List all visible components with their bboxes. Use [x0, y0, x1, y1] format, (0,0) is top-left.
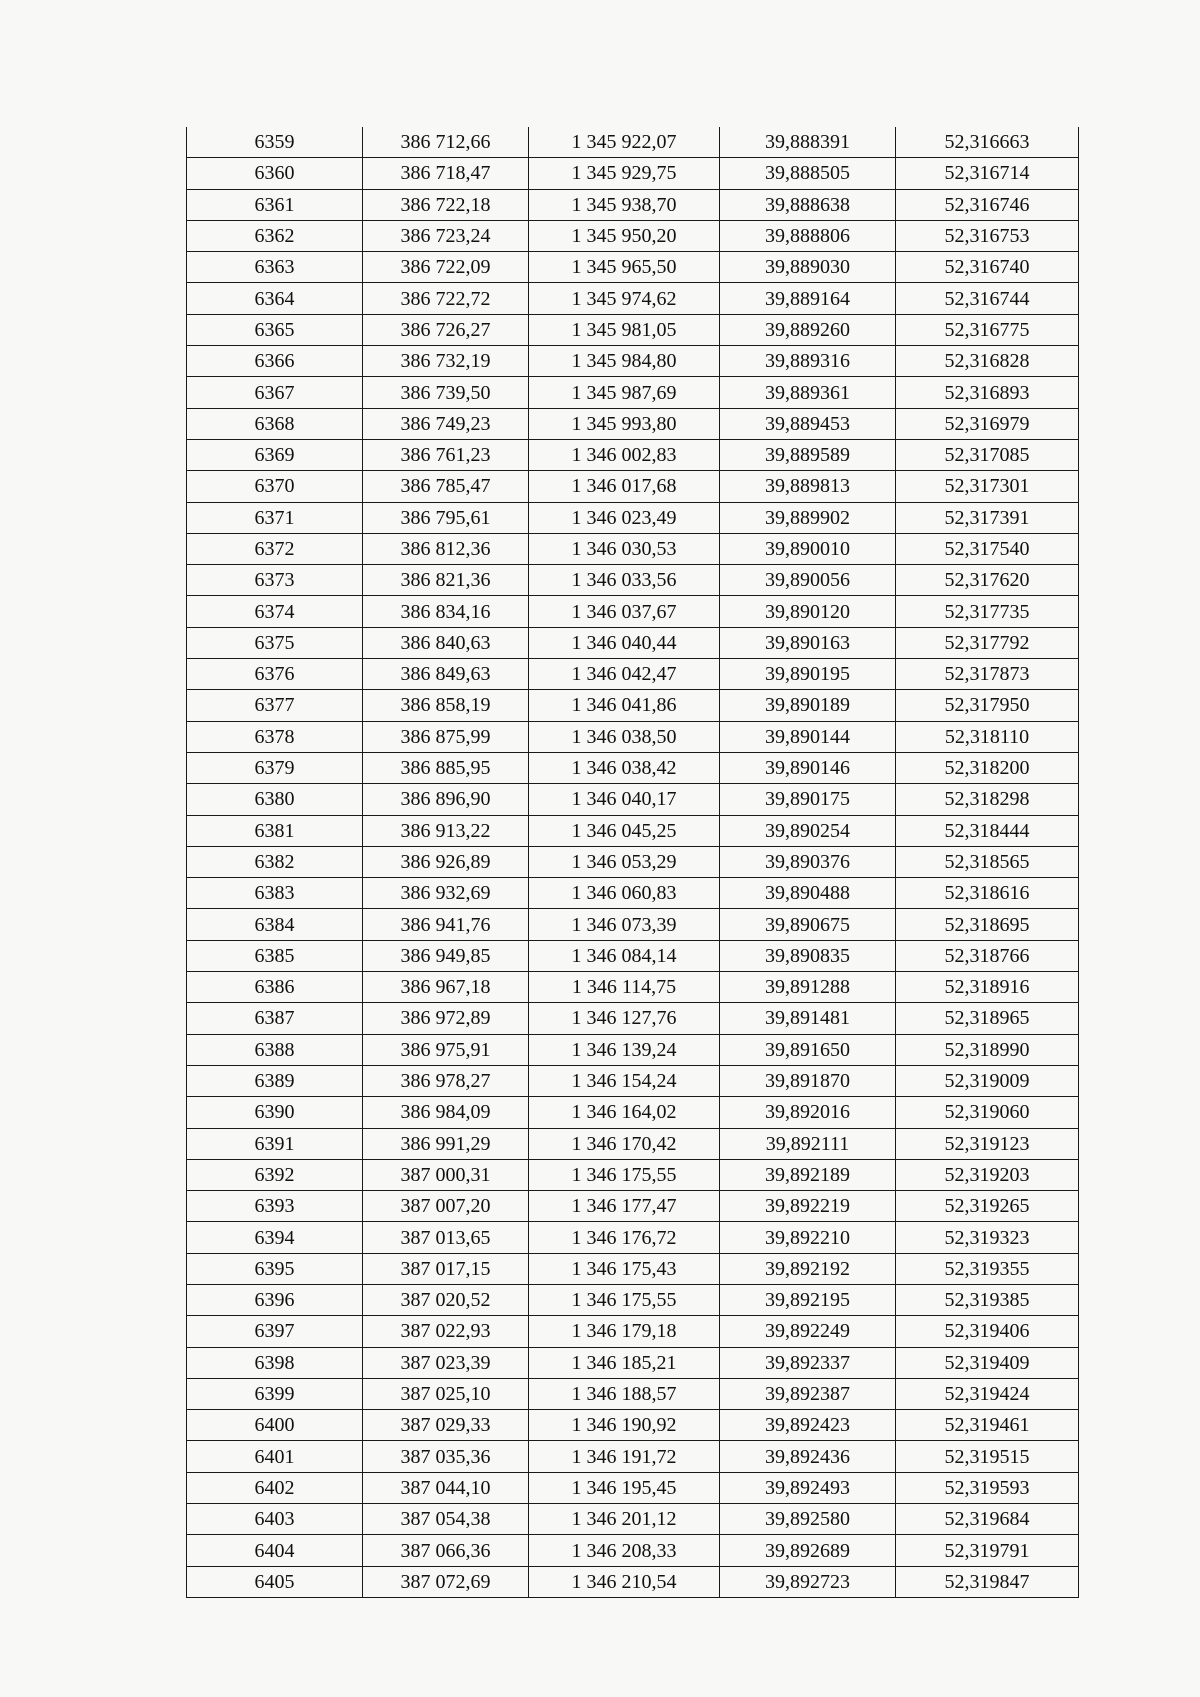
latitude-cell: 52,317085 [896, 439, 1079, 470]
table-row [187, 189, 1079, 220]
latitude-cell: 52,318565 [896, 846, 1079, 877]
point-number-cell: 6386 [187, 972, 363, 1003]
latitude-cell: 52,316753 [896, 220, 1079, 251]
latitude-cell: 52,319791 [896, 1535, 1079, 1566]
latitude-cell: 52,319203 [896, 1159, 1079, 1190]
y-coordinate-cell: 1 346 041,86 [529, 690, 720, 721]
x-coordinate-cell: 387 066,36 [363, 1535, 529, 1566]
coordinates-table [186, 127, 1079, 1598]
table-row [187, 1034, 1079, 1065]
latitude-cell: 52,316740 [896, 252, 1079, 283]
point-number-cell: 6384 [187, 909, 363, 940]
y-coordinate-cell: 1 346 017,68 [529, 471, 720, 502]
y-coordinate-cell: 1 346 175,43 [529, 1253, 720, 1284]
x-coordinate-cell: 386 749,23 [363, 408, 529, 439]
x-coordinate-cell: 387 013,65 [363, 1222, 529, 1253]
longitude-cell: 39,890195 [720, 659, 896, 690]
table-row [187, 1535, 1079, 1566]
longitude-cell: 39,889260 [720, 314, 896, 345]
longitude-cell: 39,891650 [720, 1034, 896, 1065]
longitude-cell: 39,890675 [720, 909, 896, 940]
x-coordinate-cell: 386 896,90 [363, 784, 529, 815]
longitude-cell: 39,890144 [720, 721, 896, 752]
latitude-cell: 52,317391 [896, 502, 1079, 533]
latitude-cell: 52,319385 [896, 1284, 1079, 1315]
latitude-cell: 52,319409 [896, 1347, 1079, 1378]
longitude-cell: 39,888806 [720, 220, 896, 251]
x-coordinate-cell: 386 722,18 [363, 189, 529, 220]
longitude-cell: 39,892689 [720, 1535, 896, 1566]
longitude-cell: 39,890488 [720, 878, 896, 909]
y-coordinate-cell: 1 345 938,70 [529, 189, 720, 220]
point-number-cell: 6381 [187, 815, 363, 846]
table-row [187, 283, 1079, 314]
y-coordinate-cell: 1 345 981,05 [529, 314, 720, 345]
table-row [187, 533, 1079, 564]
point-number-cell: 6399 [187, 1378, 363, 1409]
longitude-cell: 39,892723 [720, 1566, 896, 1597]
y-coordinate-cell: 1 345 984,80 [529, 346, 720, 377]
table-row [187, 158, 1079, 189]
longitude-cell: 39,889589 [720, 439, 896, 470]
table-row [187, 815, 1079, 846]
point-number-cell: 6374 [187, 596, 363, 627]
y-coordinate-cell: 1 346 040,17 [529, 784, 720, 815]
point-number-cell: 6394 [187, 1222, 363, 1253]
y-coordinate-cell: 1 345 950,20 [529, 220, 720, 251]
latitude-cell: 52,317792 [896, 627, 1079, 658]
x-coordinate-cell: 386 932,69 [363, 878, 529, 909]
table-row [187, 596, 1079, 627]
point-number-cell: 6403 [187, 1504, 363, 1535]
table-row [187, 752, 1079, 783]
x-coordinate-cell: 386 885,95 [363, 752, 529, 783]
latitude-cell: 52,318444 [896, 815, 1079, 846]
x-coordinate-cell: 386 834,16 [363, 596, 529, 627]
table-row [187, 1222, 1079, 1253]
point-number-cell: 6401 [187, 1441, 363, 1472]
table-row [187, 1191, 1079, 1222]
latitude-cell: 52,319323 [896, 1222, 1079, 1253]
x-coordinate-cell: 386 761,23 [363, 439, 529, 470]
table-row [187, 502, 1079, 533]
longitude-cell: 39,889316 [720, 346, 896, 377]
point-number-cell: 6395 [187, 1253, 363, 1284]
longitude-cell: 39,889902 [720, 502, 896, 533]
latitude-cell: 52,316746 [896, 189, 1079, 220]
point-number-cell: 6382 [187, 846, 363, 877]
y-coordinate-cell: 1 346 038,42 [529, 752, 720, 783]
point-number-cell: 6364 [187, 283, 363, 314]
latitude-cell: 52,319355 [896, 1253, 1079, 1284]
longitude-cell: 39,890163 [720, 627, 896, 658]
latitude-cell: 52,318110 [896, 721, 1079, 752]
point-number-cell: 6378 [187, 721, 363, 752]
x-coordinate-cell: 386 978,27 [363, 1065, 529, 1096]
x-coordinate-cell: 386 949,85 [363, 940, 529, 971]
point-number-cell: 6387 [187, 1003, 363, 1034]
table-row [187, 846, 1079, 877]
x-coordinate-cell: 387 054,38 [363, 1504, 529, 1535]
y-coordinate-cell: 1 346 170,42 [529, 1128, 720, 1159]
x-coordinate-cell: 386 926,89 [363, 846, 529, 877]
point-number-cell: 6375 [187, 627, 363, 658]
y-coordinate-cell: 1 346 176,72 [529, 1222, 720, 1253]
longitude-cell: 39,890120 [720, 596, 896, 627]
point-number-cell: 6404 [187, 1535, 363, 1566]
point-number-cell: 6370 [187, 471, 363, 502]
y-coordinate-cell: 1 346 179,18 [529, 1316, 720, 1347]
y-coordinate-cell: 1 346 175,55 [529, 1159, 720, 1190]
latitude-cell: 52,317950 [896, 690, 1079, 721]
y-coordinate-cell: 1 346 114,75 [529, 972, 720, 1003]
longitude-cell: 39,890376 [720, 846, 896, 877]
point-number-cell: 6366 [187, 346, 363, 377]
longitude-cell: 39,890254 [720, 815, 896, 846]
y-coordinate-cell: 1 345 922,07 [529, 127, 720, 158]
x-coordinate-cell: 386 967,18 [363, 972, 529, 1003]
point-number-cell: 6365 [187, 314, 363, 345]
point-number-cell: 6368 [187, 408, 363, 439]
y-coordinate-cell: 1 346 210,54 [529, 1566, 720, 1597]
latitude-cell: 52,316663 [896, 127, 1079, 158]
table-row [187, 252, 1079, 283]
latitude-cell: 52,318298 [896, 784, 1079, 815]
latitude-cell: 52,319424 [896, 1378, 1079, 1409]
y-coordinate-cell: 1 346 053,29 [529, 846, 720, 877]
table-row [187, 127, 1079, 158]
point-number-cell: 6360 [187, 158, 363, 189]
y-coordinate-cell: 1 346 208,33 [529, 1535, 720, 1566]
point-number-cell: 6397 [187, 1316, 363, 1347]
latitude-cell: 52,318990 [896, 1034, 1079, 1065]
x-coordinate-cell: 386 991,29 [363, 1128, 529, 1159]
latitude-cell: 52,317540 [896, 533, 1079, 564]
x-coordinate-cell: 386 722,09 [363, 252, 529, 283]
y-coordinate-cell: 1 346 191,72 [529, 1441, 720, 1472]
point-number-cell: 6396 [187, 1284, 363, 1315]
table-row [187, 909, 1079, 940]
table-row [187, 627, 1079, 658]
x-coordinate-cell: 387 017,15 [363, 1253, 529, 1284]
table-row [187, 314, 1079, 345]
y-coordinate-cell: 1 345 929,75 [529, 158, 720, 189]
y-coordinate-cell: 1 346 023,49 [529, 502, 720, 533]
latitude-cell: 52,316744 [896, 283, 1079, 314]
longitude-cell: 39,892436 [720, 1441, 896, 1472]
x-coordinate-cell: 386 785,47 [363, 471, 529, 502]
latitude-cell: 52,319684 [896, 1504, 1079, 1535]
point-number-cell: 6373 [187, 565, 363, 596]
point-number-cell: 6390 [187, 1097, 363, 1128]
table-row [187, 784, 1079, 815]
table-row [187, 940, 1079, 971]
x-coordinate-cell: 386 722,72 [363, 283, 529, 314]
latitude-cell: 52,318766 [896, 940, 1079, 971]
table-row [187, 1441, 1079, 1472]
table-row [187, 690, 1079, 721]
table-row [187, 1347, 1079, 1378]
x-coordinate-cell: 387 020,52 [363, 1284, 529, 1315]
longitude-cell: 39,892016 [720, 1097, 896, 1128]
latitude-cell: 52,318965 [896, 1003, 1079, 1034]
x-coordinate-cell: 386 739,50 [363, 377, 529, 408]
table-row [187, 408, 1079, 439]
x-coordinate-cell: 387 072,69 [363, 1566, 529, 1597]
latitude-cell: 52,316828 [896, 346, 1079, 377]
point-number-cell: 6388 [187, 1034, 363, 1065]
point-number-cell: 6379 [187, 752, 363, 783]
longitude-cell: 39,889164 [720, 283, 896, 314]
table-row [187, 1410, 1079, 1441]
y-coordinate-cell: 1 345 993,80 [529, 408, 720, 439]
y-coordinate-cell: 1 346 195,45 [529, 1472, 720, 1503]
latitude-cell: 52,317620 [896, 565, 1079, 596]
longitude-cell: 39,892249 [720, 1316, 896, 1347]
x-coordinate-cell: 386 913,22 [363, 815, 529, 846]
table-row [187, 471, 1079, 502]
point-number-cell: 6398 [187, 1347, 363, 1378]
x-coordinate-cell: 386 849,63 [363, 659, 529, 690]
longitude-cell: 39,889030 [720, 252, 896, 283]
longitude-cell: 39,891870 [720, 1065, 896, 1096]
y-coordinate-cell: 1 346 177,47 [529, 1191, 720, 1222]
table-row [187, 1159, 1079, 1190]
latitude-cell: 52,318616 [896, 878, 1079, 909]
longitude-cell: 39,890189 [720, 690, 896, 721]
point-number-cell: 6359 [187, 127, 363, 158]
longitude-cell: 39,890175 [720, 784, 896, 815]
longitude-cell: 39,888638 [720, 189, 896, 220]
x-coordinate-cell: 386 726,27 [363, 314, 529, 345]
table-row [187, 1378, 1079, 1409]
latitude-cell: 52,318916 [896, 972, 1079, 1003]
latitude-cell: 52,319123 [896, 1128, 1079, 1159]
y-coordinate-cell: 1 346 188,57 [529, 1378, 720, 1409]
longitude-cell: 39,890056 [720, 565, 896, 596]
latitude-cell: 52,316775 [896, 314, 1079, 345]
latitude-cell: 52,319060 [896, 1097, 1079, 1128]
longitude-cell: 39,889453 [720, 408, 896, 439]
point-number-cell: 6393 [187, 1191, 363, 1222]
point-number-cell: 6392 [187, 1159, 363, 1190]
longitude-cell: 39,892493 [720, 1472, 896, 1503]
table-row [187, 1472, 1079, 1503]
y-coordinate-cell: 1 345 987,69 [529, 377, 720, 408]
latitude-cell: 52,316714 [896, 158, 1079, 189]
latitude-cell: 52,319406 [896, 1316, 1079, 1347]
y-coordinate-cell: 1 346 037,67 [529, 596, 720, 627]
latitude-cell: 52,317301 [896, 471, 1079, 502]
table-row [187, 1284, 1079, 1315]
point-number-cell: 6402 [187, 1472, 363, 1503]
x-coordinate-cell: 387 025,10 [363, 1378, 529, 1409]
y-coordinate-cell: 1 346 201,12 [529, 1504, 720, 1535]
table-row [187, 1065, 1079, 1096]
point-number-cell: 6400 [187, 1410, 363, 1441]
point-number-cell: 6369 [187, 439, 363, 470]
point-number-cell: 6389 [187, 1065, 363, 1096]
y-coordinate-cell: 1 346 040,44 [529, 627, 720, 658]
point-number-cell: 6371 [187, 502, 363, 533]
x-coordinate-cell: 386 718,47 [363, 158, 529, 189]
table-row [187, 346, 1079, 377]
coordinates-table-body [187, 127, 1079, 1597]
x-coordinate-cell: 386 984,09 [363, 1097, 529, 1128]
longitude-cell: 39,892387 [720, 1378, 896, 1409]
y-coordinate-cell: 1 346 139,24 [529, 1034, 720, 1065]
table-row [187, 1128, 1079, 1159]
x-coordinate-cell: 387 035,36 [363, 1441, 529, 1472]
point-number-cell: 6363 [187, 252, 363, 283]
point-number-cell: 6391 [187, 1128, 363, 1159]
x-coordinate-cell: 386 712,66 [363, 127, 529, 158]
longitude-cell: 39,891481 [720, 1003, 896, 1034]
table-row [187, 878, 1079, 909]
table-row [187, 377, 1079, 408]
y-coordinate-cell: 1 346 175,55 [529, 1284, 720, 1315]
x-coordinate-cell: 387 029,33 [363, 1410, 529, 1441]
longitude-cell: 39,892192 [720, 1253, 896, 1284]
longitude-cell: 39,891288 [720, 972, 896, 1003]
table-row [187, 1003, 1079, 1034]
y-coordinate-cell: 1 345 974,62 [529, 283, 720, 314]
y-coordinate-cell: 1 346 185,21 [529, 1347, 720, 1378]
table-row [187, 1097, 1079, 1128]
x-coordinate-cell: 386 812,36 [363, 533, 529, 564]
point-number-cell: 6380 [187, 784, 363, 815]
point-number-cell: 6372 [187, 533, 363, 564]
longitude-cell: 39,890146 [720, 752, 896, 783]
y-coordinate-cell: 1 346 190,92 [529, 1410, 720, 1441]
x-coordinate-cell: 387 007,20 [363, 1191, 529, 1222]
y-coordinate-cell: 1 346 073,39 [529, 909, 720, 940]
point-number-cell: 6367 [187, 377, 363, 408]
point-number-cell: 6376 [187, 659, 363, 690]
longitude-cell: 39,892195 [720, 1284, 896, 1315]
table-row [187, 659, 1079, 690]
table-row [187, 721, 1079, 752]
x-coordinate-cell: 386 821,36 [363, 565, 529, 596]
latitude-cell: 52,317873 [896, 659, 1079, 690]
longitude-cell: 39,889813 [720, 471, 896, 502]
longitude-cell: 39,892210 [720, 1222, 896, 1253]
longitude-cell: 39,892219 [720, 1191, 896, 1222]
x-coordinate-cell: 386 840,63 [363, 627, 529, 658]
point-number-cell: 6385 [187, 940, 363, 971]
x-coordinate-cell: 386 723,24 [363, 220, 529, 251]
latitude-cell: 52,319593 [896, 1472, 1079, 1503]
y-coordinate-cell: 1 346 030,53 [529, 533, 720, 564]
point-number-cell: 6362 [187, 220, 363, 251]
point-number-cell: 6361 [187, 189, 363, 220]
y-coordinate-cell: 1 346 084,14 [529, 940, 720, 971]
x-coordinate-cell: 386 858,19 [363, 690, 529, 721]
latitude-cell: 52,319515 [896, 1441, 1079, 1472]
latitude-cell: 52,318695 [896, 909, 1079, 940]
y-coordinate-cell: 1 346 154,24 [529, 1065, 720, 1096]
point-number-cell: 6405 [187, 1566, 363, 1597]
x-coordinate-cell: 386 795,61 [363, 502, 529, 533]
x-coordinate-cell: 387 044,10 [363, 1472, 529, 1503]
y-coordinate-cell: 1 346 038,50 [529, 721, 720, 752]
point-number-cell: 6383 [187, 878, 363, 909]
longitude-cell: 39,890010 [720, 533, 896, 564]
latitude-cell: 52,319847 [896, 1566, 1079, 1597]
y-coordinate-cell: 1 346 164,02 [529, 1097, 720, 1128]
longitude-cell: 39,892580 [720, 1504, 896, 1535]
y-coordinate-cell: 1 346 042,47 [529, 659, 720, 690]
table-row [187, 972, 1079, 1003]
table-row [187, 1504, 1079, 1535]
longitude-cell: 39,892423 [720, 1410, 896, 1441]
longitude-cell: 39,890835 [720, 940, 896, 971]
x-coordinate-cell: 387 000,31 [363, 1159, 529, 1190]
table-row [187, 1253, 1079, 1284]
latitude-cell: 52,319461 [896, 1410, 1079, 1441]
x-coordinate-cell: 386 875,99 [363, 721, 529, 752]
y-coordinate-cell: 1 346 127,76 [529, 1003, 720, 1034]
longitude-cell: 39,888505 [720, 158, 896, 189]
table-row [187, 565, 1079, 596]
x-coordinate-cell: 386 972,89 [363, 1003, 529, 1034]
longitude-cell: 39,892189 [720, 1159, 896, 1190]
longitude-cell: 39,889361 [720, 377, 896, 408]
latitude-cell: 52,319009 [896, 1065, 1079, 1096]
x-coordinate-cell: 386 975,91 [363, 1034, 529, 1065]
y-coordinate-cell: 1 346 002,83 [529, 439, 720, 470]
longitude-cell: 39,888391 [720, 127, 896, 158]
table-row [187, 1566, 1079, 1597]
x-coordinate-cell: 387 022,93 [363, 1316, 529, 1347]
x-coordinate-cell: 387 023,39 [363, 1347, 529, 1378]
y-coordinate-cell: 1 345 965,50 [529, 252, 720, 283]
x-coordinate-cell: 386 941,76 [363, 909, 529, 940]
latitude-cell: 52,316893 [896, 377, 1079, 408]
table-row [187, 220, 1079, 251]
point-number-cell: 6377 [187, 690, 363, 721]
y-coordinate-cell: 1 346 060,83 [529, 878, 720, 909]
x-coordinate-cell: 386 732,19 [363, 346, 529, 377]
table-row [187, 1316, 1079, 1347]
latitude-cell: 52,319265 [896, 1191, 1079, 1222]
longitude-cell: 39,892337 [720, 1347, 896, 1378]
table-row [187, 439, 1079, 470]
y-coordinate-cell: 1 346 045,25 [529, 815, 720, 846]
longitude-cell: 39,892111 [720, 1128, 896, 1159]
latitude-cell: 52,317735 [896, 596, 1079, 627]
y-coordinate-cell: 1 346 033,56 [529, 565, 720, 596]
latitude-cell: 52,316979 [896, 408, 1079, 439]
latitude-cell: 52,318200 [896, 752, 1079, 783]
